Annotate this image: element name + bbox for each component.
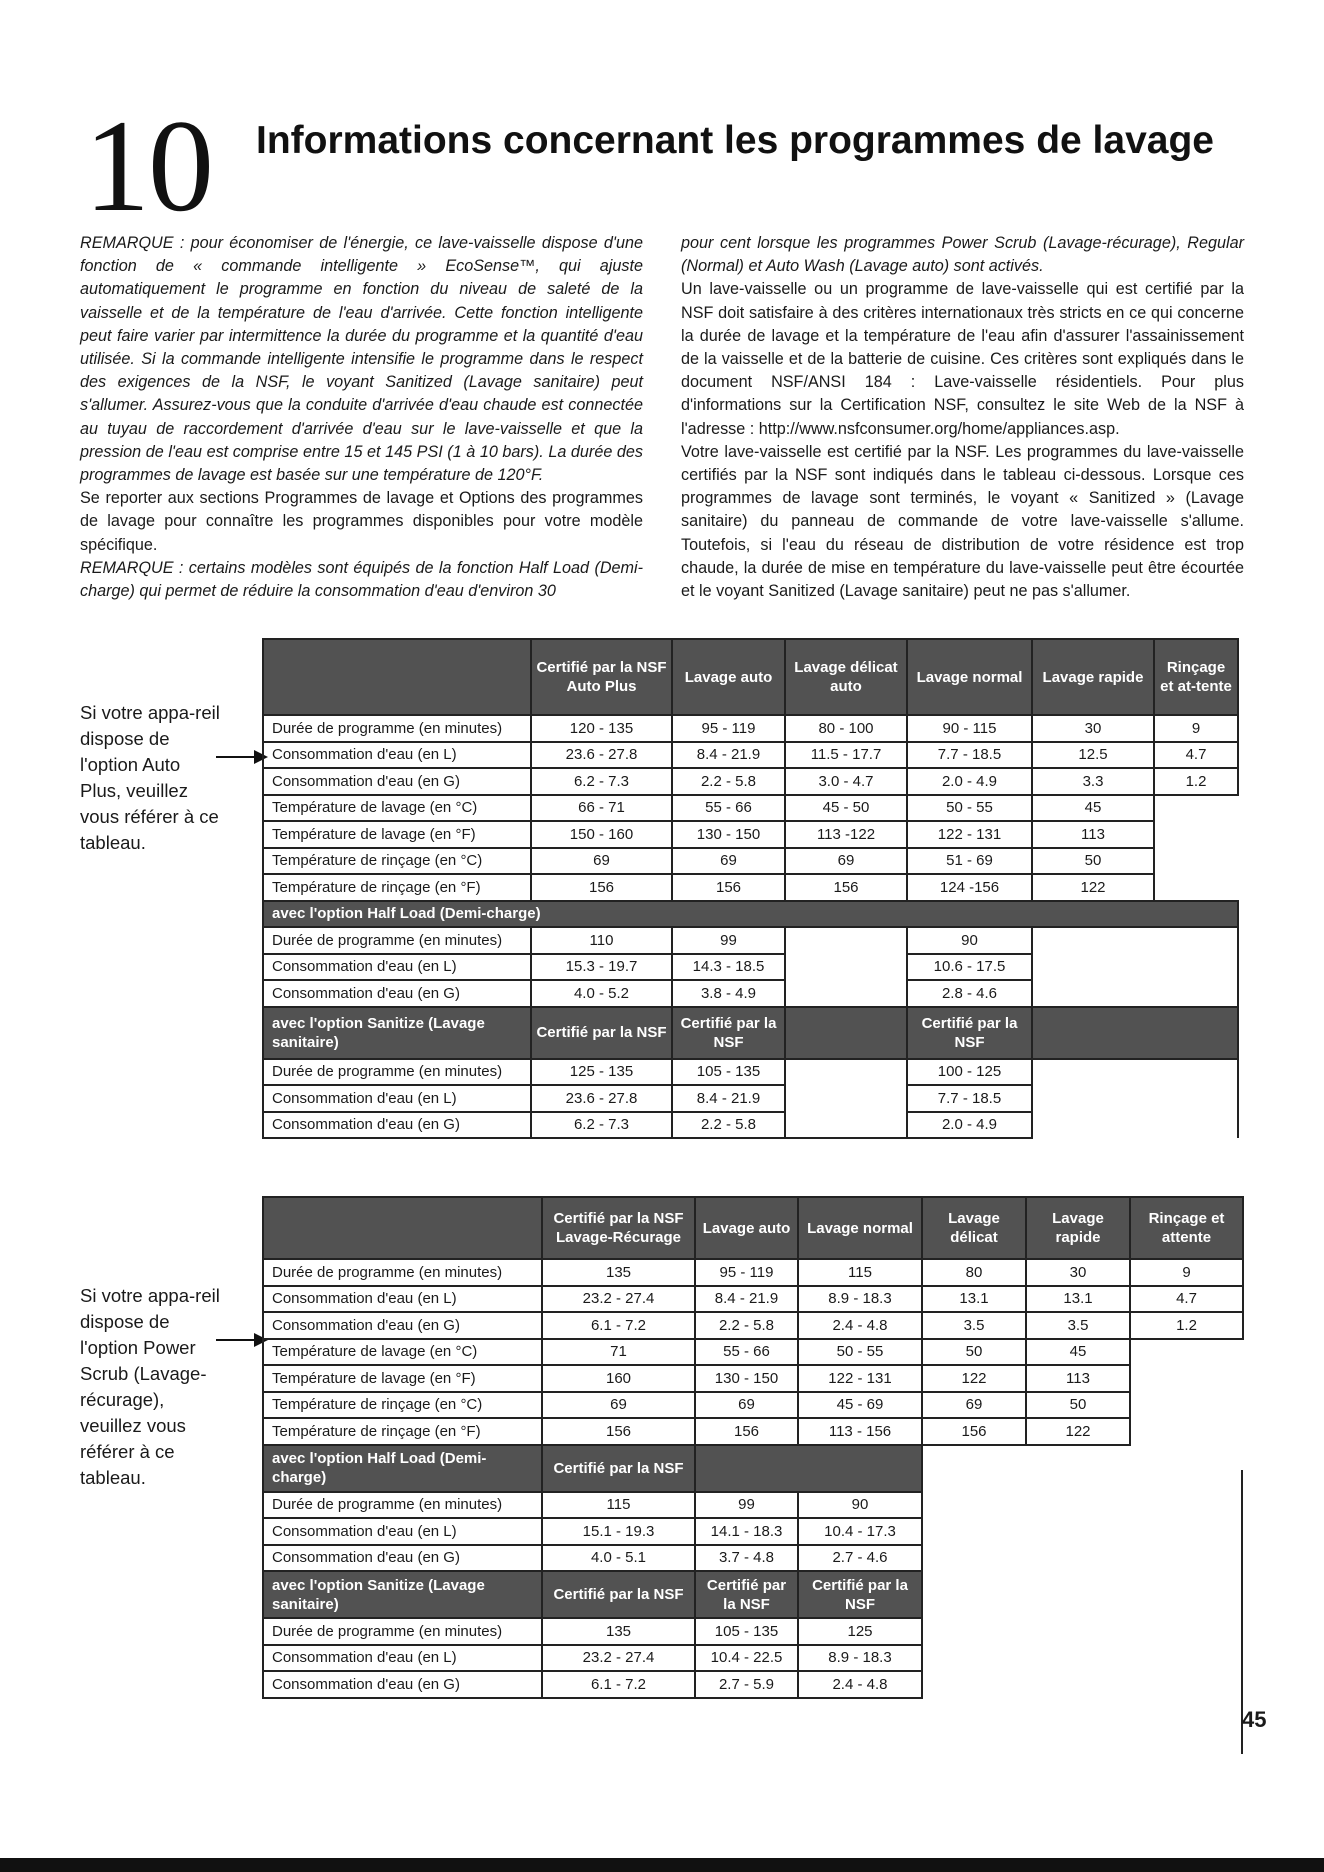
table-cell: 11.5 - 17.7 bbox=[785, 742, 907, 769]
blank-area bbox=[922, 1445, 1243, 1698]
table-cell: 156 bbox=[922, 1418, 1026, 1445]
table-cell: 160 bbox=[542, 1365, 695, 1392]
row-label: Consommation d'eau (en L) bbox=[263, 954, 531, 981]
table-row bbox=[263, 1259, 1243, 1286]
table1-corner bbox=[263, 639, 531, 715]
energy-note: REMARQUE : pour économiser de l'énergie, ce lave-vaisselle dispose d'une fonction de « commande intelligente » EcoSense™, qui ajuste automatiquement le programme en fonction du niveau de saleté de la vaisselle et de la température de l'eau d'arrivée. Cette fonction intelligente peut faire varier par intermittence la durée du programme et la quantité d'eau utilisée. Si la commande intelligente intensifie le programme dans le respect des exigences de la NSF, le voyant Sanitized (Lavage sanitaire) peut s'allumer. Assurez-vous que la conduite d'arrivée d'eau chaude est connectée au tuyau de raccordement d'arrivée d'eau sur le lave-vaisselle et que la pression de l'eau est comprise entre 15 et 145 PSI (1 à 10 bars). La durée des programmes de lavage est basée sur une température de 120°F. bbox=[80, 234, 643, 485]
row-label: Consommation d'eau (en L) bbox=[263, 1085, 531, 1112]
table-cell: 124 -156 bbox=[907, 874, 1032, 901]
cert-badge: Certifié par la NSF bbox=[542, 1571, 695, 1618]
table-cell: 115 bbox=[798, 1259, 922, 1286]
table-cell: 8.4 - 21.9 bbox=[695, 1286, 798, 1313]
table-cell: 51 - 69 bbox=[907, 848, 1032, 875]
table-cell: 2.4 - 4.8 bbox=[798, 1312, 922, 1339]
row-label: Consommation d'eau (en G) bbox=[263, 1671, 542, 1698]
table-cell: 2.0 - 4.9 bbox=[907, 1112, 1032, 1139]
table-cell: 105 - 135 bbox=[695, 1618, 798, 1645]
cert-badge: Certifié par la NSF bbox=[542, 1445, 695, 1492]
row-label: Consommation d'eau (en L) bbox=[263, 1286, 542, 1313]
table2-header: Rinçage et attente bbox=[1130, 1197, 1243, 1259]
table-cell: 6.1 - 7.2 bbox=[542, 1312, 695, 1339]
row-label: Consommation d'eau (en G) bbox=[263, 1545, 542, 1572]
table-cell: 3.7 - 4.8 bbox=[695, 1545, 798, 1572]
table-cell: 55 - 66 bbox=[695, 1339, 798, 1366]
table-cell: 50 bbox=[922, 1339, 1026, 1366]
table-cell: 113 bbox=[1032, 821, 1154, 848]
table-cell: 110 bbox=[531, 927, 672, 954]
table1-header: Lavage délicat auto bbox=[785, 639, 907, 715]
row-label: Durée de programme (en minutes) bbox=[263, 1259, 542, 1286]
table-cell: 7.7 - 18.5 bbox=[907, 1085, 1032, 1112]
table-cell: 100 - 125 bbox=[907, 1059, 1032, 1086]
table-row bbox=[263, 742, 1238, 769]
table-cell: 150 - 160 bbox=[531, 821, 672, 848]
table-cell: 130 - 150 bbox=[695, 1365, 798, 1392]
table-cell: 9 bbox=[1154, 715, 1238, 742]
row-label: Durée de programme (en minutes) bbox=[263, 1059, 531, 1086]
half-load-note-continued: pour cent lorsque les programmes Power Scrub (Lavage-récurage), Regular (Normal) et Auto Wash (Lavage auto) sont activés. bbox=[681, 234, 1244, 276]
table-cell: 50 bbox=[1026, 1392, 1130, 1419]
table-row bbox=[263, 1059, 1238, 1086]
empty-dark-cell bbox=[785, 1007, 907, 1059]
table-cell: 7.7 - 18.5 bbox=[907, 742, 1032, 769]
table-cell: 6.1 - 7.2 bbox=[542, 1671, 695, 1698]
table-cell: 122 bbox=[1032, 874, 1154, 901]
table-row bbox=[263, 927, 1238, 954]
row-label: Consommation d'eau (en L) bbox=[263, 1645, 542, 1672]
section-title: avec l'option Half Load (Demi-charge) bbox=[263, 901, 1238, 928]
row-label: Durée de programme (en minutes) bbox=[263, 1492, 542, 1519]
table-cell: 13.1 bbox=[1026, 1286, 1130, 1313]
empty-dark-cell bbox=[695, 1445, 922, 1492]
table-cell: 90 bbox=[798, 1492, 922, 1519]
programs-reference-paragraph: Se reporter aux sections Programmes de lavage et Options des programmes de lavage pour connaître les programmes disponibles pour votre modèle spécifique. bbox=[80, 489, 643, 554]
table-cell: 105 - 135 bbox=[672, 1059, 785, 1086]
table-cell: 69 bbox=[922, 1392, 1026, 1419]
table-row bbox=[263, 1392, 1243, 1419]
empty-dark-cell bbox=[1032, 1007, 1238, 1059]
half-load-note: REMARQUE : certains modèles sont équipés de la fonction Half Load (Demi-charge) qui permet de réduire la consommation d'eau d'environ 30 bbox=[80, 558, 643, 601]
table-cell: 45 - 50 bbox=[785, 795, 907, 822]
table-cell: 2.0 - 4.9 bbox=[907, 768, 1032, 795]
table-cell: 2.2 - 5.8 bbox=[672, 768, 785, 795]
table-cell: 45 bbox=[1026, 1339, 1130, 1366]
table-row bbox=[263, 768, 1238, 795]
table2-header: Certifié par la NSF Lavage-Récurage bbox=[542, 1197, 695, 1259]
section-title: avec l'option Half Load (Demi-charge) bbox=[263, 1445, 542, 1492]
table-cell: 4.7 bbox=[1154, 742, 1238, 769]
left-column bbox=[80, 232, 643, 603]
table-cell: 66 - 71 bbox=[531, 795, 672, 822]
table-cell: 8.4 - 21.9 bbox=[672, 742, 785, 769]
table-cell: 15.3 - 19.7 bbox=[531, 954, 672, 981]
empty-cell bbox=[785, 927, 907, 1007]
table-cell: 122 - 131 bbox=[907, 821, 1032, 848]
table2-header-row bbox=[263, 1197, 1243, 1259]
table-cell: 2.4 - 4.8 bbox=[798, 1671, 922, 1698]
table-cell: 8.9 - 18.3 bbox=[798, 1645, 922, 1672]
table-row bbox=[263, 1365, 1243, 1392]
table-cell: 45 bbox=[1032, 795, 1154, 822]
row-label: Durée de programme (en minutes) bbox=[263, 927, 531, 954]
table-cell: 156 bbox=[531, 874, 672, 901]
row-label: Consommation d'eau (en L) bbox=[263, 742, 531, 769]
side-note-auto-plus: Si votre appa-reil dispose de l'option Auto Plus, veuillez vous référer à ce tableau. bbox=[80, 702, 220, 853]
row-label: Température de lavage (en °F) bbox=[263, 821, 531, 848]
table-cell: 50 bbox=[1032, 848, 1154, 875]
table-cell: 156 bbox=[785, 874, 907, 901]
table-row bbox=[263, 821, 1238, 848]
table-cell: 90 - 115 bbox=[907, 715, 1032, 742]
table2-header: Lavage auto bbox=[695, 1197, 798, 1259]
table1-header: Rinçage et at-tente bbox=[1154, 639, 1238, 715]
table-cell: 4.7 bbox=[1130, 1286, 1243, 1313]
table-cell: 122 bbox=[1026, 1418, 1130, 1445]
table-cell: 10.4 - 17.3 bbox=[798, 1518, 922, 1545]
table-cell: 6.2 - 7.3 bbox=[531, 1112, 672, 1139]
table-cell: 156 bbox=[695, 1418, 798, 1445]
table-cell: 156 bbox=[672, 874, 785, 901]
table-cell: 130 - 150 bbox=[672, 821, 785, 848]
cert-badge: Certifié par la NSF bbox=[798, 1571, 922, 1618]
table-cell: 95 - 119 bbox=[695, 1259, 798, 1286]
table-cell: 23.2 - 27.4 bbox=[542, 1645, 695, 1672]
table1-header: Certifié par la NSF Auto Plus bbox=[531, 639, 672, 715]
table1-half-load-header bbox=[263, 901, 1238, 928]
table-cell: 10.4 - 22.5 bbox=[695, 1645, 798, 1672]
row-label: Consommation d'eau (en G) bbox=[263, 1112, 531, 1139]
table-cell: 2.8 - 4.6 bbox=[907, 980, 1032, 1007]
table-cell: 156 bbox=[542, 1418, 695, 1445]
table-cell: 95 - 119 bbox=[672, 715, 785, 742]
table-row bbox=[263, 1312, 1243, 1339]
table-cell: 69 bbox=[542, 1392, 695, 1419]
table-cell: 3.5 bbox=[922, 1312, 1026, 1339]
cert-badge: Certifié par la NSF bbox=[907, 1007, 1032, 1059]
auto-plus-table bbox=[262, 638, 1239, 1139]
chapter-number: 10 bbox=[84, 92, 212, 239]
table-cell: 12.5 bbox=[1032, 742, 1154, 769]
row-label: Température de rinçage (en °C) bbox=[263, 1392, 542, 1419]
table-cell: 2.7 - 5.9 bbox=[695, 1671, 798, 1698]
table-cell: 90 bbox=[907, 927, 1032, 954]
row-label: Température de lavage (en °F) bbox=[263, 1365, 542, 1392]
row-label: Consommation d'eau (en G) bbox=[263, 980, 531, 1007]
table-cell: 135 bbox=[542, 1618, 695, 1645]
cert-badge: Certifié par la NSF bbox=[695, 1571, 798, 1618]
empty-cell bbox=[1032, 927, 1238, 1007]
empty-cell bbox=[1032, 1059, 1238, 1139]
table2-header: Lavage normal bbox=[798, 1197, 922, 1259]
table-cell: 80 - 100 bbox=[785, 715, 907, 742]
table-cell: 1.2 bbox=[1130, 1312, 1243, 1339]
table-row bbox=[263, 1286, 1243, 1313]
arrow-auto-plus bbox=[216, 756, 266, 758]
table1-header: Lavage rapide bbox=[1032, 639, 1154, 715]
nsf-certification-paragraph: Un lave-vaisselle ou un programme de lave-vaisselle qui est certifié par la NSF doit satisfaire à des critères internationaux très stricts en ce qui concerne la durée de lavage et la température de l'eau afin d'assurer l'assainissement de la vaisselle et de la batterie de cuisine. Ces critères sont expliqués dans le document NSF/ANSI 184 : Lave-vaisselle résidentiels. Pour plus d'informations sur la Certification NSF, consultez le site Web de la NSF à l'adresse : http://www.nsfconsumer.org/home/appliances.asp. bbox=[681, 280, 1244, 438]
table-cell: 13.1 bbox=[922, 1286, 1026, 1313]
table-cell: 99 bbox=[695, 1492, 798, 1519]
table-cell: 69 bbox=[531, 848, 672, 875]
row-label: Durée de programme (en minutes) bbox=[263, 715, 531, 742]
table-cell: 3.0 - 4.7 bbox=[785, 768, 907, 795]
table-cell: 4.0 - 5.1 bbox=[542, 1545, 695, 1572]
table1-sanitize-header bbox=[263, 1007, 1238, 1059]
right-column bbox=[681, 232, 1244, 603]
row-label: Température de rinçage (en °C) bbox=[263, 848, 531, 875]
table-cell: 115 bbox=[542, 1492, 695, 1519]
row-label: Durée de programme (en minutes) bbox=[263, 1618, 542, 1645]
table-cell: 125 bbox=[798, 1618, 922, 1645]
row-label: Température de lavage (en °C) bbox=[263, 795, 531, 822]
table-row bbox=[263, 848, 1238, 875]
table-row bbox=[263, 795, 1238, 822]
table2-header: Lavage rapide bbox=[1026, 1197, 1130, 1259]
table2-half-load-header bbox=[263, 1445, 1243, 1492]
table-row bbox=[263, 1418, 1243, 1445]
table-cell: 3.3 bbox=[1032, 768, 1154, 795]
table-cell: 2.7 - 4.6 bbox=[798, 1545, 922, 1572]
table-cell: 9 bbox=[1130, 1259, 1243, 1286]
table-row bbox=[263, 1339, 1243, 1366]
section-title: avec l'option Sanitize (Lavage sanitaire) bbox=[263, 1571, 542, 1618]
table-cell: 69 bbox=[785, 848, 907, 875]
empty-cell bbox=[785, 1059, 907, 1139]
row-label: Température de rinçage (en °F) bbox=[263, 1418, 542, 1445]
table1-header: Lavage auto bbox=[672, 639, 785, 715]
table-row bbox=[263, 874, 1238, 901]
table-cell: 50 - 55 bbox=[907, 795, 1032, 822]
table-cell: 23.2 - 27.4 bbox=[542, 1286, 695, 1313]
table-cell: 3.8 - 4.9 bbox=[672, 980, 785, 1007]
arrow-power-scrub bbox=[216, 1339, 266, 1341]
table-cell: 71 bbox=[542, 1339, 695, 1366]
table-cell: 69 bbox=[672, 848, 785, 875]
table1-header-row bbox=[263, 639, 1238, 715]
row-label: Température de rinçage (en °F) bbox=[263, 874, 531, 901]
table2-corner bbox=[263, 1197, 542, 1259]
table-cell: 6.2 - 7.3 bbox=[531, 768, 672, 795]
table-cell: 1.2 bbox=[1154, 768, 1238, 795]
table-cell: 3.5 bbox=[1026, 1312, 1130, 1339]
nsf-certified-paragraph: Votre lave-vaisselle est certifié par la NSF. Les programmes du lave-vaisselle certifiés par la NSF sont indiqués dans le tableau ci-dessous. Lorsque ces programmes de lavage sont terminés, le voyant « Sanitized » (Lavage sanitaire) du panneau de commande de votre lave-vaisselle s'allume. Toutefois, si l'eau du réseau de distribution de votre résidence est trop chaude, la durée de mise en température du lave-vaisselle peut être écourtée et le voyant Sanitized (Lavage sanitaire) peut ne pas s'allumer. bbox=[681, 442, 1244, 601]
table-cell: 14.1 - 18.3 bbox=[695, 1518, 798, 1545]
table-cell: 120 - 135 bbox=[531, 715, 672, 742]
table-cell: 135 bbox=[542, 1259, 695, 1286]
table-cell: 10.6 - 17.5 bbox=[907, 954, 1032, 981]
table-cell: 113 -122 bbox=[785, 821, 907, 848]
table-cell: 14.3 - 18.5 bbox=[672, 954, 785, 981]
table-cell: 8.4 - 21.9 bbox=[672, 1085, 785, 1112]
page-title: Informations concernant les programmes de lavage bbox=[256, 119, 1214, 162]
page-number: 45 bbox=[1242, 1707, 1267, 1732]
row-label: Consommation d'eau (en G) bbox=[263, 768, 531, 795]
table-cell: 4.0 - 5.2 bbox=[531, 980, 672, 1007]
cert-badge: Certifié par la NSF bbox=[531, 1007, 672, 1059]
table-cell: 113 - 156 bbox=[798, 1418, 922, 1445]
table-cell: 55 - 66 bbox=[672, 795, 785, 822]
row-label: Consommation d'eau (en L) bbox=[263, 1518, 542, 1545]
table1-header: Lavage normal bbox=[907, 639, 1032, 715]
table-cell: 99 bbox=[672, 927, 785, 954]
table-cell: 50 - 55 bbox=[798, 1339, 922, 1366]
table-cell: 2.2 - 5.8 bbox=[672, 1112, 785, 1139]
table-cell: 30 bbox=[1026, 1259, 1130, 1286]
table-cell: 122 bbox=[922, 1365, 1026, 1392]
table-cell: 15.1 - 19.3 bbox=[542, 1518, 695, 1545]
empty-cell bbox=[1154, 795, 1238, 901]
table2-header: Lavage délicat bbox=[922, 1197, 1026, 1259]
table-cell: 23.6 - 27.8 bbox=[531, 1085, 672, 1112]
table-row bbox=[263, 715, 1238, 742]
table-cell: 113 bbox=[1026, 1365, 1130, 1392]
empty-cell bbox=[1130, 1339, 1243, 1445]
table-cell: 122 - 131 bbox=[798, 1365, 922, 1392]
section-title: avec l'option Sanitize (Lavage sanitaire) bbox=[263, 1007, 531, 1059]
table-cell: 8.9 - 18.3 bbox=[798, 1286, 922, 1313]
row-label: Consommation d'eau (en G) bbox=[263, 1312, 542, 1339]
table-cell: 23.6 - 27.8 bbox=[531, 742, 672, 769]
side-note-power-scrub: Si votre appa-reil dispose de l'option Power Scrub (Lavage-récurage), veuillez vous référer à ce tableau. bbox=[80, 1285, 220, 1488]
power-scrub-table bbox=[262, 1196, 1244, 1699]
scan-edge-bar bbox=[0, 1858, 1324, 1872]
table-cell: 2.2 - 5.8 bbox=[695, 1312, 798, 1339]
table-cell: 80 bbox=[922, 1259, 1026, 1286]
table-cell: 30 bbox=[1032, 715, 1154, 742]
row-label: Température de lavage (en °C) bbox=[263, 1339, 542, 1366]
table-cell: 69 bbox=[695, 1392, 798, 1419]
cert-badge: Certifié par la NSF bbox=[672, 1007, 785, 1059]
table-cell: 45 - 69 bbox=[798, 1392, 922, 1419]
table-cell: 125 - 135 bbox=[531, 1059, 672, 1086]
